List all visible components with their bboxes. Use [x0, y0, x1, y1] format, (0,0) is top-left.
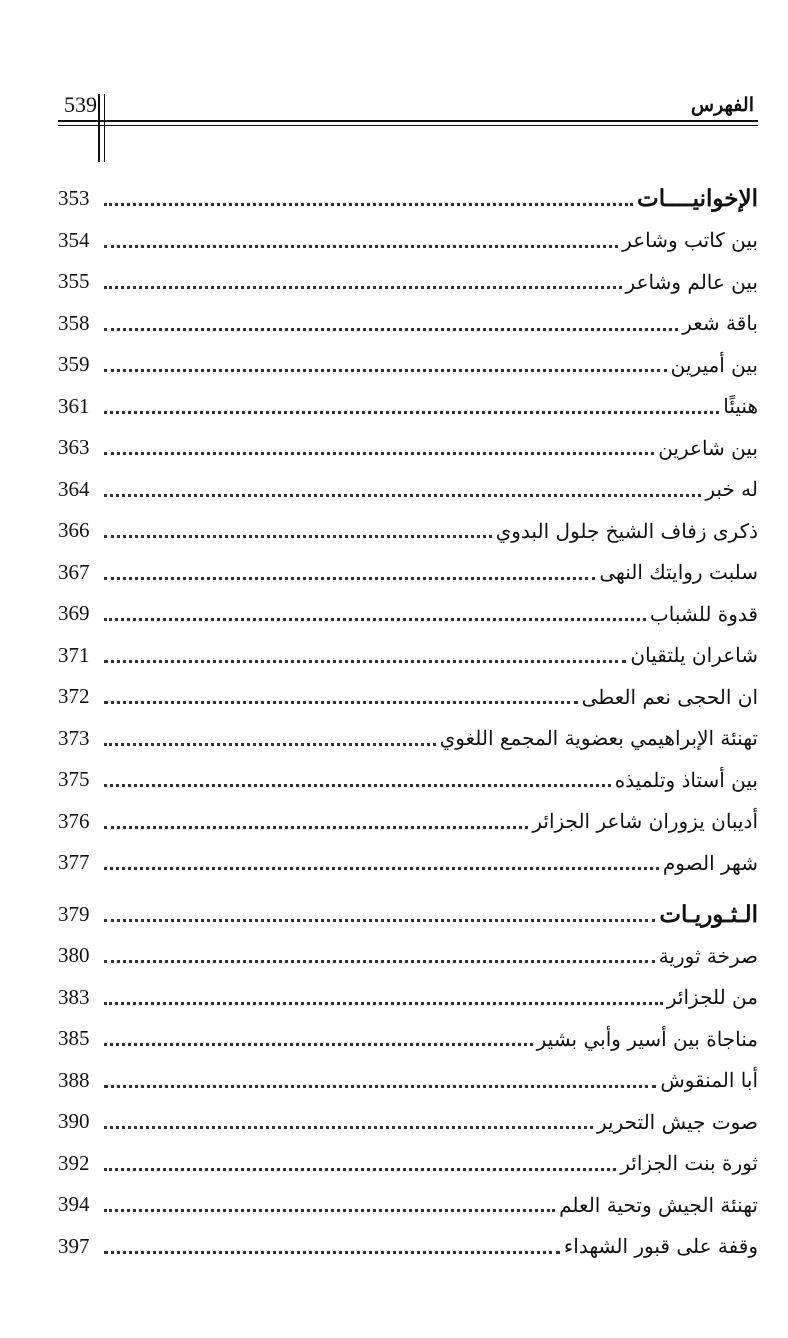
dot-leader	[104, 577, 595, 580]
toc-entry	[58, 718, 758, 760]
toc-title: بين شاعرين	[658, 435, 758, 460]
vertical-rule	[98, 94, 100, 162]
toc-title: باقة شعر	[682, 311, 758, 336]
toc-page-number: 379	[58, 901, 90, 926]
toc-entry	[58, 801, 758, 843]
toc-page-number: 385	[58, 1026, 90, 1051]
toc-entry	[58, 1060, 758, 1102]
toc-title: سلبت روايتك النهى	[599, 560, 758, 585]
dot-leader	[104, 286, 622, 289]
toc-page-number: 383	[58, 984, 90, 1009]
dot-leader	[104, 494, 701, 497]
toc-title: وقفة على قبور الشهداء	[563, 1234, 758, 1259]
toc-title: بين عالم وشاعر	[625, 269, 758, 294]
dot-leader	[104, 452, 654, 455]
toc-entry	[58, 510, 758, 552]
toc-title: ذكرى زفاف الشيخ جلول البدوي	[495, 518, 758, 543]
dot-leader	[104, 328, 678, 331]
vertical-rule-thin	[104, 94, 105, 162]
toc-title: شاعران يلتقيان	[630, 643, 758, 668]
toc-page-number: 369	[58, 601, 90, 626]
toc-page-number: 353	[58, 186, 90, 211]
dot-leader	[104, 618, 646, 621]
dot-leader	[104, 784, 611, 787]
toc-entry	[58, 1226, 758, 1268]
dot-leader	[104, 245, 618, 248]
toc-title: له خبر	[705, 477, 758, 502]
toc-title: تهنئة الإبراهيمي بعضوية المجمع اللغوي	[439, 726, 758, 751]
toc-page-number: 367	[58, 559, 90, 584]
toc-entry	[58, 303, 758, 345]
toc-title: قدوة للشباب	[649, 601, 758, 626]
toc-page-number: 373	[58, 725, 90, 750]
toc-entry	[58, 386, 758, 428]
dot-leader	[104, 1043, 533, 1046]
toc-entry	[58, 552, 758, 594]
dot-leader	[104, 1251, 560, 1254]
toc-page-number: 376	[58, 808, 90, 833]
dot-leader	[104, 867, 659, 870]
toc-title: مناجاة بين أسير وأبي بشير	[536, 1026, 758, 1051]
toc-page-number: 377	[58, 850, 90, 875]
toc-title: بين أستاذ وتلميذه	[614, 767, 758, 792]
toc-title: أبا المنقوش	[660, 1068, 758, 1093]
page-number: 539	[64, 92, 97, 117]
toc-page-number: 397	[58, 1233, 90, 1258]
dot-leader	[104, 535, 492, 538]
toc-page-number: 394	[58, 1192, 90, 1217]
toc-page-number: 366	[58, 518, 90, 543]
dot-leader	[104, 203, 633, 206]
toc-entry	[58, 977, 758, 1019]
toc-page-number: 372	[58, 684, 90, 709]
dot-leader	[104, 411, 719, 414]
toc-section-heading	[58, 178, 758, 220]
toc-entry	[58, 593, 758, 635]
toc-title: بين كاتب وشاعر	[622, 228, 758, 253]
toc-entry	[58, 1143, 758, 1185]
toc-entry	[58, 635, 758, 677]
toc-page-number: 392	[58, 1150, 90, 1175]
dot-leader	[104, 960, 655, 963]
toc-entry	[58, 1184, 758, 1226]
running-title: الفهرس	[690, 94, 754, 116]
dot-leader	[104, 1209, 555, 1212]
dot-leader	[104, 701, 578, 704]
toc-title: شهر الصوم	[662, 850, 758, 875]
dot-leader	[104, 1085, 656, 1088]
toc-page-number: 371	[58, 642, 90, 667]
toc-page-number: 359	[58, 352, 90, 377]
toc-page-number: 390	[58, 1109, 90, 1134]
toc-entry	[58, 935, 758, 977]
toc-title: بين أميرين	[670, 352, 758, 377]
toc-entry	[58, 842, 758, 884]
toc-page-number: 354	[58, 227, 90, 252]
toc-title: من للجزائر	[666, 985, 758, 1010]
dot-leader	[104, 369, 667, 372]
toc-entry	[58, 676, 758, 718]
toc-title: ثورة بنت الجزائر	[620, 1151, 758, 1176]
toc-entry	[58, 1101, 758, 1143]
toc-title: هنيئًا	[723, 394, 758, 419]
toc-page-number: 361	[58, 393, 90, 418]
toc-entry	[58, 427, 758, 469]
table-of-contents	[58, 178, 758, 1267]
dot-leader	[104, 1002, 663, 1005]
dot-leader	[104, 919, 655, 922]
toc-page-number: 388	[58, 1067, 90, 1092]
toc-entry	[58, 344, 758, 386]
toc-entry	[58, 759, 758, 801]
toc-entry	[58, 1018, 758, 1060]
dot-leader	[104, 660, 626, 663]
toc-entry	[58, 261, 758, 303]
toc-title: ان الحجى نعم العطى	[581, 684, 758, 709]
toc-page-number: 358	[58, 310, 90, 335]
dot-leader	[104, 826, 528, 829]
toc-title: صوت جيش التحرير	[597, 1109, 758, 1134]
toc-entry	[58, 469, 758, 511]
toc-page-number: 375	[58, 767, 90, 792]
toc-entry	[58, 220, 758, 262]
toc-title: تهنئة الجيش وتحية العلم	[559, 1192, 758, 1217]
toc-title: صرخة ثورية	[658, 943, 758, 968]
toc-page-number: 380	[58, 943, 90, 968]
dot-leader	[104, 1168, 616, 1171]
header-rule-thin	[58, 125, 758, 126]
toc-section-heading	[58, 894, 758, 936]
toc-title: الـثـوريـات	[659, 900, 758, 928]
toc-page-number: 363	[58, 435, 90, 460]
dot-leader	[104, 743, 436, 746]
toc-title: أديبان يزوران شاعر الجزائر	[532, 809, 758, 834]
toc-title: الإخوانيــــات	[637, 185, 758, 213]
page-header	[58, 86, 758, 124]
dot-leader	[104, 1126, 593, 1129]
header-rule	[58, 120, 758, 122]
toc-page-number: 364	[58, 476, 90, 501]
toc-page-number: 355	[58, 269, 90, 294]
